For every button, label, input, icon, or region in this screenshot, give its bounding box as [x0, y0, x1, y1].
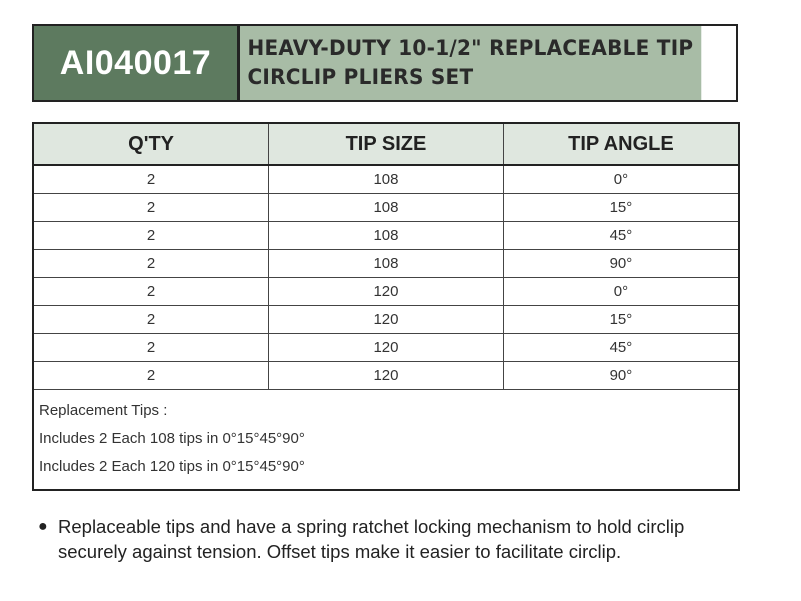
tip-angle-cell: 90°: [503, 250, 738, 278]
tip-size-cell: 120: [269, 278, 504, 306]
column-header-tip-size: TIP SIZE: [269, 124, 504, 165]
qty-cell: 2: [34, 165, 269, 194]
qty-cell: 2: [34, 362, 269, 390]
spec-table-box: [32, 122, 740, 491]
tip-angle-cell: 0°: [503, 278, 738, 306]
bullet-icon: ●: [38, 518, 48, 535]
notes-line-120: Includes 2 Each 120 tips in 0°15°45°90°: [39, 458, 305, 475]
table-row: [34, 334, 738, 362]
tip-size-cell: 108: [269, 222, 504, 250]
table-row: [34, 362, 738, 390]
tip-angle-cell: 15°: [503, 306, 738, 334]
tip-angle-cell: 45°: [503, 222, 738, 250]
tip-size-cell: 120: [269, 334, 504, 362]
table-row: [34, 306, 738, 334]
product-header: [32, 24, 738, 102]
table-header-row: [34, 124, 738, 165]
tip-size-cell: 120: [269, 306, 504, 334]
table-row: [34, 222, 738, 250]
tip-angle-cell: 45°: [503, 334, 738, 362]
spec-table: [34, 124, 738, 390]
tip-size-cell: 108: [269, 194, 504, 222]
replacement-notes: [34, 390, 738, 486]
tip-angle-cell: 15°: [503, 194, 738, 222]
qty-cell: 2: [34, 222, 269, 250]
product-code: AI040017: [34, 26, 240, 100]
table-row: [34, 250, 738, 278]
feature-description: Replaceable tips and have a spring ratchet locking mechanism to hold circlip securely against tension. Offset tips make it easier to facilitate circlip.: [58, 516, 685, 562]
qty-cell: 2: [34, 278, 269, 306]
tip-size-cell: 108: [269, 250, 504, 278]
tip-angle-cell: 90°: [503, 362, 738, 390]
table-row: [34, 194, 738, 222]
qty-cell: 2: [34, 250, 269, 278]
notes-heading: Replacement Tips :: [39, 402, 168, 419]
qty-cell: 2: [34, 306, 269, 334]
table-row: [34, 165, 738, 194]
table-row: [34, 278, 738, 306]
column-header-tip-angle: TIP ANGLE: [503, 124, 738, 165]
notes-line-108: Includes 2 Each 108 tips in 0°15°45°90°: [39, 430, 305, 447]
tip-size-cell: 120: [269, 362, 504, 390]
product-title: HEAVY-DUTY 10-1/2" REPLACEABLE TIP CIRCLIP PLIERS SET: [240, 26, 701, 100]
qty-cell: 2: [34, 334, 269, 362]
feature-bullet: [38, 514, 758, 564]
column-header-qty: Q'TY: [34, 124, 269, 165]
qty-cell: 2: [34, 194, 269, 222]
tip-size-cell: 108: [269, 165, 504, 194]
tip-angle-cell: 0°: [503, 165, 738, 194]
